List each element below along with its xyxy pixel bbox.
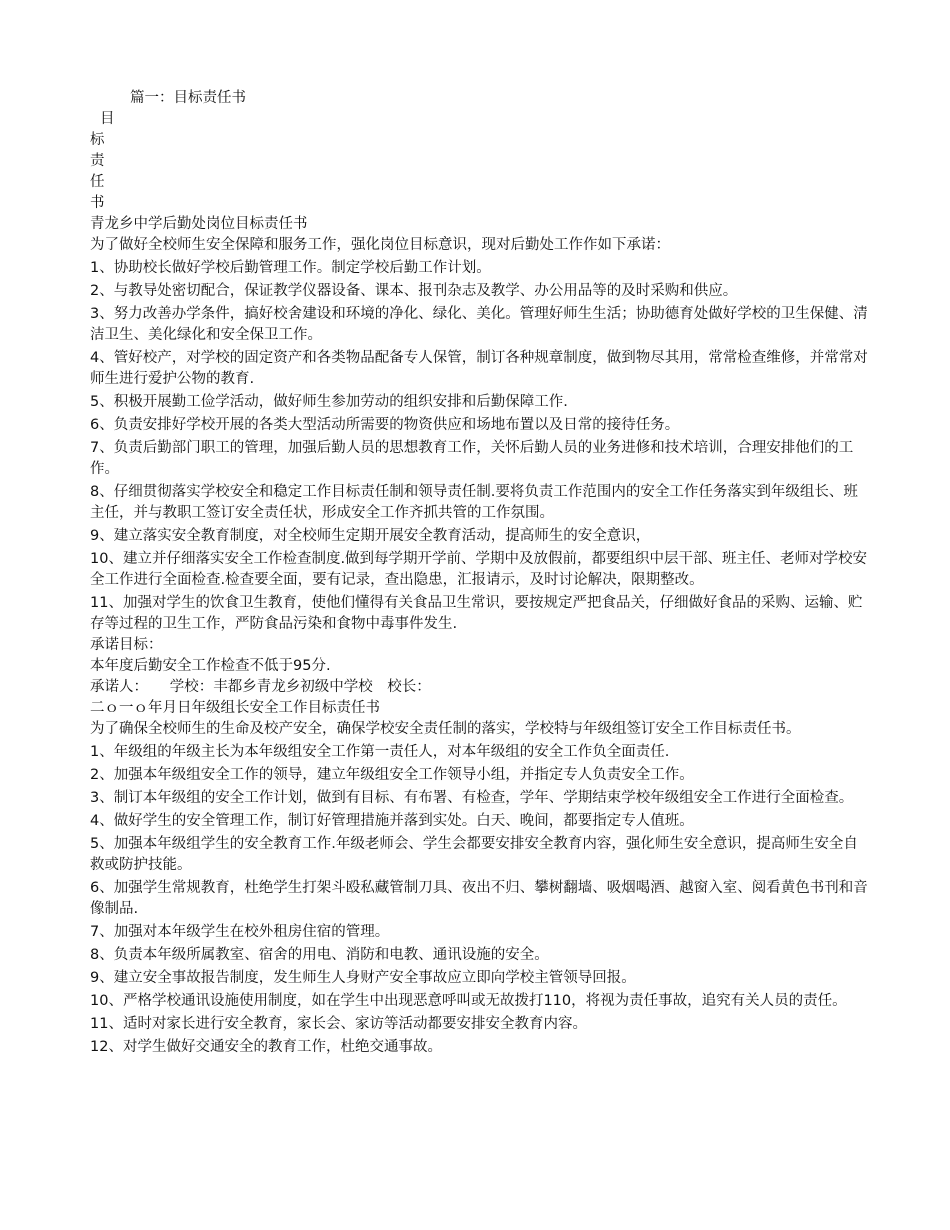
section-title: 青龙乡中学后勤处岗位目标责任书 [90,216,308,232]
paragraph: 10、建立并仔细落实安全工作检查制度.做到每学期开学前、学期中及放假前，都要组织中层干部、班主任、老师对学校安全工作进行全面检查.检查要全面，要有记录，查出隐患，汇报请示，及时讨论解决，限期整改。 [90,551,868,588]
paragraph: 10、严格学校通讯设施使用制度，如在学生中出现恶意呼叫或无故拨打110，将视为责任事故，追究有关人员的责任。 [90,993,847,1009]
paragraph: 3、制订本年级组的安全工作计划，做到有目标、有布署、有检查，学年、学期结束学校年级组安全工作进行全面检查。 [90,790,854,806]
vertical-title-char: 任 [90,174,105,190]
paragraph: 8、负责本年级所属教室、宿舍的用电、消防和电教、通讯设施的安全。 [90,947,549,963]
paragraph: 7、加强对本年级学生在校外租房住宿的管理。 [90,924,390,940]
paragraph: 3、努力改善办学条件，搞好校舍建设和环境的净化、绿化、美化。管理好师生生活；协助德育处做好学校的卫生保健、清洁卫生、美化绿化和安全保卫工作。 [90,306,868,343]
paragraph: 11、适时对家长进行安全教育，家长会、家访等活动都要安排安全教育内容。 [90,1016,587,1032]
paragraph: 1、协助校长做好学校后勤管理工作。制定学校后勤工作计划。 [90,260,491,276]
paragraph: 2、加强本年级组安全工作的领导，建立年级组安全工作领导小组，并指定专人负责安全工作。 [90,767,694,783]
document-body [90,214,870,1058]
paragraph: 2、与教导处密切配合，保证教学仪器设备、课本、报刊杂志及教学、办公用品等的及时采购和供应。 [90,283,738,299]
paragraph: 承诺目标： [90,637,163,653]
vertical-title-char: 标 [90,132,105,148]
paragraph: 4、管好校产，对学校的固定资产和各类物品配备专人保管，制订各种规章制度，做到物尽其用，常常检查维修，并常常对师生进行爱护公物的教育. [90,350,868,387]
paragraph: 8、仔细贯彻落实学校安全和稳定工作目标责任制和领导责任制.要将负责工作范围内的安全工作任务落实到年级组长、班主任，并与教职工签订安全责任状，形成安全工作齐抓共管的工作氛围。 [90,484,858,521]
paragraph: 为了确保全校师生的生命及校产安全，确保学校安全责任制的落实，学校特与年级组签订安全工作目标责任书。 [90,721,801,737]
section-title: 二ｏ一ｏ年月日年级组长安全工作目标责任书 [90,700,380,716]
paragraph: 本年度后勤安全工作检查不低于95分. [90,658,331,674]
paragraph: 7、负责后勤部门职工的管理，加强后勤人员的思想教育工作，关怀后勤人员的业务进修和技术培训，合理安排他们的工作。 [90,440,854,477]
paragraph: 6、负责安排好学校开展的各类大型活动所需要的物资供应和场地布置以及日常的接待任务。 [90,417,680,433]
paragraph: 为了做好全校师生安全保障和服务工作，强化岗位目标意识，现对后勤处工作作如下承诺： [90,237,670,253]
paragraph: 12、对学生做好交通安全的教育工作，杜绝交通事故。 [90,1039,442,1055]
paragraph: 9、建立落实安全教育制度，对全校师生定期开展安全教育活动，提高师生的安全意识， [90,528,651,544]
document-heading: 篇一：目标责任书 [130,90,246,106]
vertical-title-char: 书 [90,195,105,211]
vertical-title-char: 责 [90,153,105,169]
paragraph: 11、加强对学生的饮食卫生教育，使他们懂得有关食品卫生常识，要按规定严把食品关，仔细做好食品的采购、运输、贮存等过程的卫生工作，严防食品污染和食物中毒事件发生. [90,595,863,632]
vertical-title [90,109,870,214]
document-page [90,88,870,1058]
paragraph: 承诺人： 学校：丰都乡青龙乡初级中学校 校长： [90,679,431,695]
paragraph: 4、做好学生的安全管理工作，制订好管理措施并落到实处。白天、晚间，都要指定专人值班。 [90,813,694,829]
paragraph: 5、积极开展勤工俭学活动，做好师生参加劳动的组织安排和后勤保障工作. [90,394,568,410]
vertical-title-char: 目 [100,111,115,127]
paragraph: 9、建立安全事故报告制度，发生师生人身财产安全事故应立即向学校主管领导回报。 [90,970,636,986]
paragraph: 1、年级组的年级主长为本年级组安全工作第一责任人，对本年级组的安全工作负全面责任. [90,744,670,760]
paragraph: 5、加强本年级组学生的安全教育工作.年级老师会、学生会都要安排安全教育内容，强化师生安全意识，提高师生安全自救或防护技能。 [90,836,858,873]
paragraph: 6、加强学生常规教育，杜绝学生打架斗殴私藏管制刀具、夜出不归、攀树翻墙、吸烟喝酒、越窗入室、阅看黄色书刊和音像制品. [90,880,868,917]
